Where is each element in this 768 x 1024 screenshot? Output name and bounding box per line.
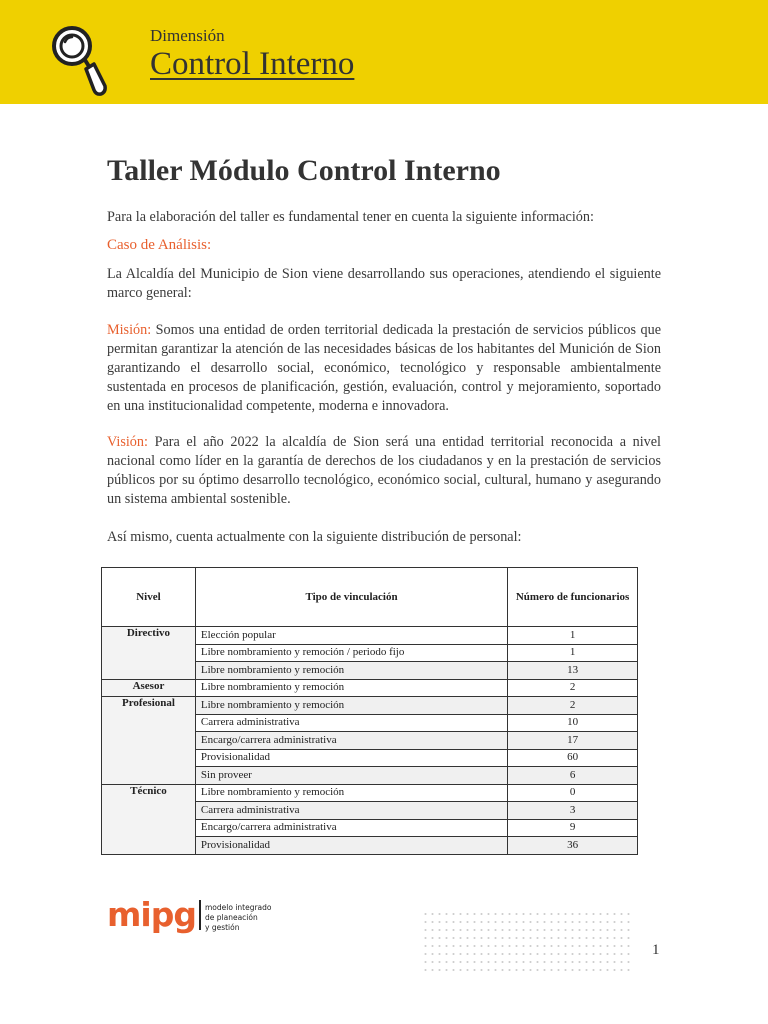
num-cell: 6 — [508, 767, 638, 785]
asi-mismo-paragraph: Así mismo, cuenta actualmente con la siguiente distribución de personal: — [107, 529, 522, 545]
mipg-logo-text: mipg — [107, 895, 196, 934]
tipo-cell: Libre nombramiento y remoción — [195, 697, 507, 715]
tipo-cell: Sin proveer — [195, 767, 507, 785]
table-row — [102, 697, 638, 715]
vision-paragraph — [107, 433, 661, 509]
alcaldia-paragraph: La Alcaldía del Municipio de Sion viene desarrollando sus operaciones, atendiendo el siguiente marco general: — [107, 266, 661, 301]
header-tipo: Tipo de vinculación — [195, 568, 507, 627]
table-row — [102, 679, 638, 697]
tipo-cell: Encargo/carrera administrativa — [195, 732, 507, 750]
tipo-cell: Provisionalidad — [195, 837, 507, 855]
intro-paragraph: Para la elaboración del taller es fundamental tener en cuenta la siguiente información: — [107, 209, 594, 225]
caso-label: Caso de Análisis: — [107, 237, 212, 253]
header-banner — [0, 0, 768, 104]
vision-text: Para el año 2022 la alcaldía de Sion será una entidad territorial reconocida a nivel nacional como líder en la garantía de derechos de los ciudadanos y en la prestación de servicios públicos por su óptimo desarrollo tecnológico, económico social, cultural, humano y asegurando un sistema ambiental sostenible. — [107, 434, 661, 507]
tipo-cell: Provisionalidad — [195, 749, 507, 767]
header-subtitle: Dimensión — [150, 26, 225, 45]
page-title: Taller Módulo Control Interno — [107, 154, 501, 187]
num-cell: 0 — [508, 784, 638, 802]
header-title: Control Interno — [150, 46, 355, 82]
magnifier-icon — [48, 22, 112, 100]
tipo-cell: Carrera administrativa — [195, 714, 507, 732]
tipo-cell: Libre nombramiento y remoción — [195, 784, 507, 802]
tipo-cell: Libre nombramiento y remoción / periodo fijo — [195, 644, 507, 662]
table-row — [102, 627, 638, 645]
table-header-row — [102, 568, 638, 627]
num-cell: 9 — [508, 819, 638, 837]
num-cell: 13 — [508, 662, 638, 680]
mipg-logo — [107, 893, 272, 943]
header-numero: Número de funcionarios — [508, 568, 638, 627]
tipo-cell: Carrera administrativa — [195, 802, 507, 820]
mision-text: Somos una entidad de orden territorial dedicada la prestación de servicios públicos que permitan garantizar la atención de las necesidades básicas de los habitantes del Munición de Sion garantizando el desarrollo social, económico, tecnológico y responsable ambientalmente sustentada en procesos de planificación, gestión, evaluación, control y mejoramiento, soportado en una institucionalidad competente, moderna e innovadora. — [107, 322, 661, 414]
num-cell: 1 — [508, 627, 638, 645]
nivel-profesional: Profesional — [102, 697, 196, 785]
vision-label: Visión: — [107, 434, 148, 450]
tipo-cell: Libre nombramiento y remoción — [195, 679, 507, 697]
num-cell: 36 — [508, 837, 638, 855]
page-number: 1 — [652, 942, 660, 958]
num-cell: 1 — [508, 644, 638, 662]
num-cell: 17 — [508, 732, 638, 750]
num-cell: 2 — [508, 697, 638, 715]
mision-paragraph — [107, 321, 661, 416]
num-cell: 10 — [508, 714, 638, 732]
header-nivel: Nivel — [102, 568, 196, 627]
mision-label: Misión: — [107, 322, 152, 338]
nivel-tecnico: Técnico — [102, 784, 196, 854]
tipo-cell: Elección popular — [195, 627, 507, 645]
num-cell: 60 — [508, 749, 638, 767]
mipg-tagline-3: y gestión — [205, 923, 240, 932]
num-cell: 3 — [508, 802, 638, 820]
table-row — [102, 784, 638, 802]
tipo-cell: Encargo/carrera administrativa — [195, 819, 507, 837]
tipo-cell: Libre nombramiento y remoción — [195, 662, 507, 680]
num-cell: 2 — [508, 679, 638, 697]
mipg-tagline-2: de planeación — [205, 913, 258, 922]
mipg-tagline-1: modelo integrado — [205, 903, 272, 912]
document-body — [107, 150, 661, 545]
nivel-directivo: Directivo — [102, 627, 196, 680]
staff-table — [101, 567, 638, 855]
dot-pattern-decoration — [422, 910, 632, 972]
nivel-asesor: Asesor — [102, 679, 196, 697]
